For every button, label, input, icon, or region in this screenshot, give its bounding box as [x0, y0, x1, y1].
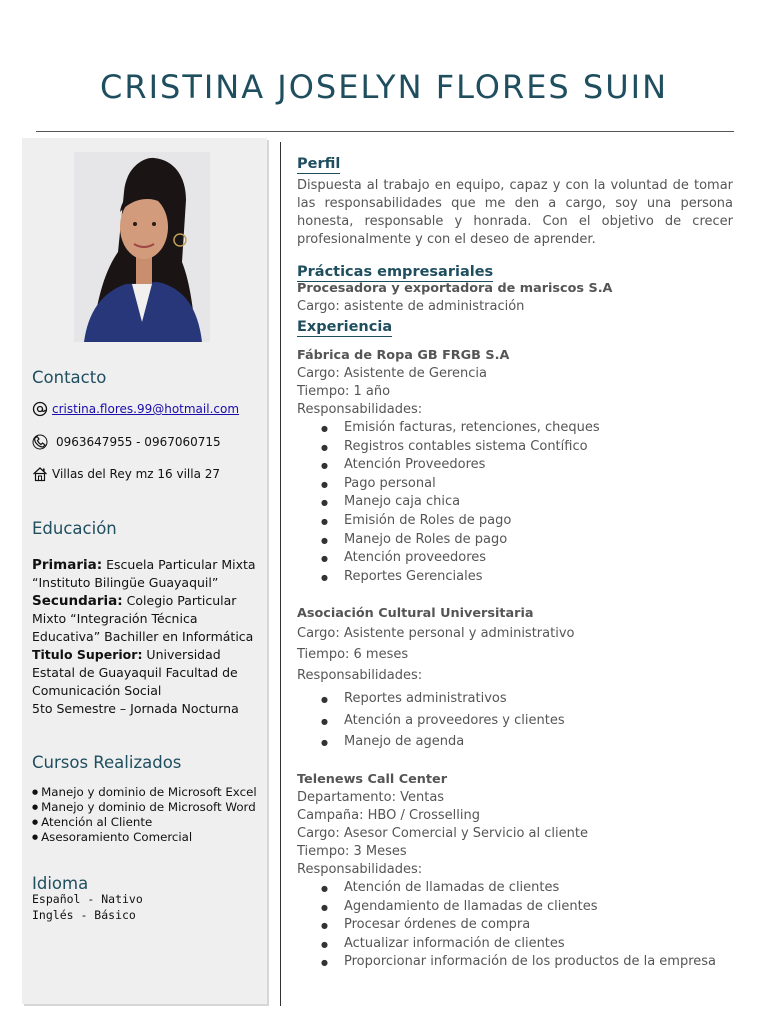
responsibility-item: ● Reportes Gerenciales	[297, 568, 600, 587]
job-line: Responsabilidades:	[297, 402, 423, 417]
column-divider	[280, 142, 281, 1006]
responsibility-item: ● Emisión de Roles de pago	[297, 512, 600, 531]
profile-photo	[74, 152, 210, 342]
primaria-label: Primaria:	[32, 557, 103, 573]
responsibility-item: ● Atención proveedores	[297, 549, 600, 568]
curso-item: ● Manejo y dominio de Microsoft Excel	[32, 785, 267, 800]
responsibility-item: ● Proporcionar información de los productos de la empresa	[297, 953, 716, 972]
idioma-item: Inglés - Básico	[32, 908, 136, 922]
educacion-heading: Educación	[32, 519, 117, 538]
responsibility-item: ● Agendamiento de llamadas de clientes	[297, 898, 716, 917]
curso-item: ● Asesoramiento Comercial	[32, 830, 267, 845]
secundaria-text: Colegio Particular Mixto “Integración Técnica Educativa” Bachiller en Informática	[32, 593, 254, 644]
idioma-item: Español - Nativo	[32, 892, 143, 906]
job-company: Telenews Call Center	[297, 772, 448, 787]
email-row	[32, 401, 239, 417]
education-secundaria	[32, 592, 260, 646]
job-responsibilities	[297, 688, 565, 753]
header-divider	[36, 131, 734, 132]
experiencia-heading: Experiencia	[297, 319, 393, 335]
perfil-text: Dispuesta al trabajo en equipo, capaz y con la voluntad de tomar las responsabilidades que me den a cargo, soy una persona honesta, responsable y honrada. Con el objetivo de crecer profesionalmente y con el deseo de aprender.	[297, 178, 733, 247]
curso-item: ● Atención al Cliente	[32, 815, 267, 830]
job-line: Responsabilidades:	[297, 862, 423, 877]
job-line: Tiempo: 6 meses	[297, 647, 409, 662]
job-line: Cargo: Asesor Comercial y Servicio al cliente	[297, 826, 588, 841]
primaria-text: Escuela Particular Mixta “Instituto Bilingüe Guayaquil”	[32, 557, 256, 590]
contacto-heading: Contacto	[32, 368, 107, 387]
secundaria-label: Secundaria:	[32, 593, 123, 609]
home-icon	[32, 466, 48, 482]
job-line: Cargo: Asistente personal y administrativo	[297, 626, 575, 641]
responsibility-item: ● Registros contables sistema Contífico	[297, 438, 600, 457]
responsibility-item: ● Manejo caja chica	[297, 493, 600, 512]
responsibility-item: ● Pago personal	[297, 475, 600, 494]
idioma-list	[32, 891, 143, 923]
job-responsibilities	[297, 419, 600, 586]
email-at-icon	[32, 401, 48, 417]
job-line: Campaña: HBO / Crosselling	[297, 808, 480, 823]
cursos-list	[32, 785, 267, 845]
idioma-heading: Idioma	[32, 874, 89, 893]
cursos-heading: Cursos Realizados	[32, 753, 182, 772]
responsibility-item: ● Atención Proveedores	[297, 456, 600, 475]
phone-numbers: 0963647955 - 0967060715	[56, 435, 221, 449]
cv-name: CRISTINA JOSELYN FLORES SUIN	[99, 68, 669, 106]
job-responsibilities	[297, 879, 716, 972]
education-superior	[32, 646, 260, 700]
practicas-heading: Prácticas empresariales	[297, 264, 494, 280]
education-primaria	[32, 556, 260, 592]
responsibility-item: ● Atención de llamadas de clientes	[297, 879, 716, 898]
curso-item: ● Manejo y dominio de Microsoft Word	[32, 800, 267, 815]
email-link[interactable]: cristina.flores.99@hotmail.com	[52, 402, 240, 416]
responsibility-item: ● Reportes administrativos	[297, 688, 565, 710]
superior-text: Universidad Estatal de Guayaquil Facultad de Comunicación Social	[32, 647, 238, 698]
practicas-company: Procesadora y exportadora de mariscos S.A	[297, 281, 613, 296]
superior-label: Titulo Superior:	[32, 647, 143, 662]
education-semestre: 5to Semestre – Jornada Nocturna	[32, 701, 239, 716]
responsibility-item: ● Manejo de agenda	[297, 731, 565, 753]
responsibility-item: ● Atención a proveedores y clientes	[297, 710, 565, 732]
education-block	[32, 556, 260, 718]
responsibility-item: ● Actualizar información de clientes	[297, 935, 716, 954]
job-line: Tiempo: 3 Meses	[297, 844, 407, 859]
job-company: Asociación Cultural Universitaria	[297, 606, 534, 621]
responsibility-item: ● Emisión facturas, retenciones, cheques	[297, 419, 600, 438]
phone-row	[32, 434, 221, 450]
address-row	[32, 466, 220, 482]
practicas-cargo: Cargo: asistente de administración	[297, 299, 525, 314]
phone-icon	[32, 434, 48, 450]
perfil-heading: Perfil	[297, 156, 341, 172]
job-line: Departamento: Ventas	[297, 790, 445, 805]
job-company: Fábrica de Ropa GB FRGB S.A	[297, 348, 510, 363]
responsibility-item: ● Procesar órdenes de compra	[297, 916, 716, 935]
job-line: Responsabilidades:	[297, 668, 423, 683]
address-text: Villas del Rey mz 16 villa 27	[52, 467, 221, 481]
responsibility-item: ● Manejo de Roles de pago	[297, 531, 600, 550]
job-line: Tiempo: 1 año	[297, 384, 391, 399]
job-line: Cargo: Asistente de Gerencia	[297, 366, 487, 381]
